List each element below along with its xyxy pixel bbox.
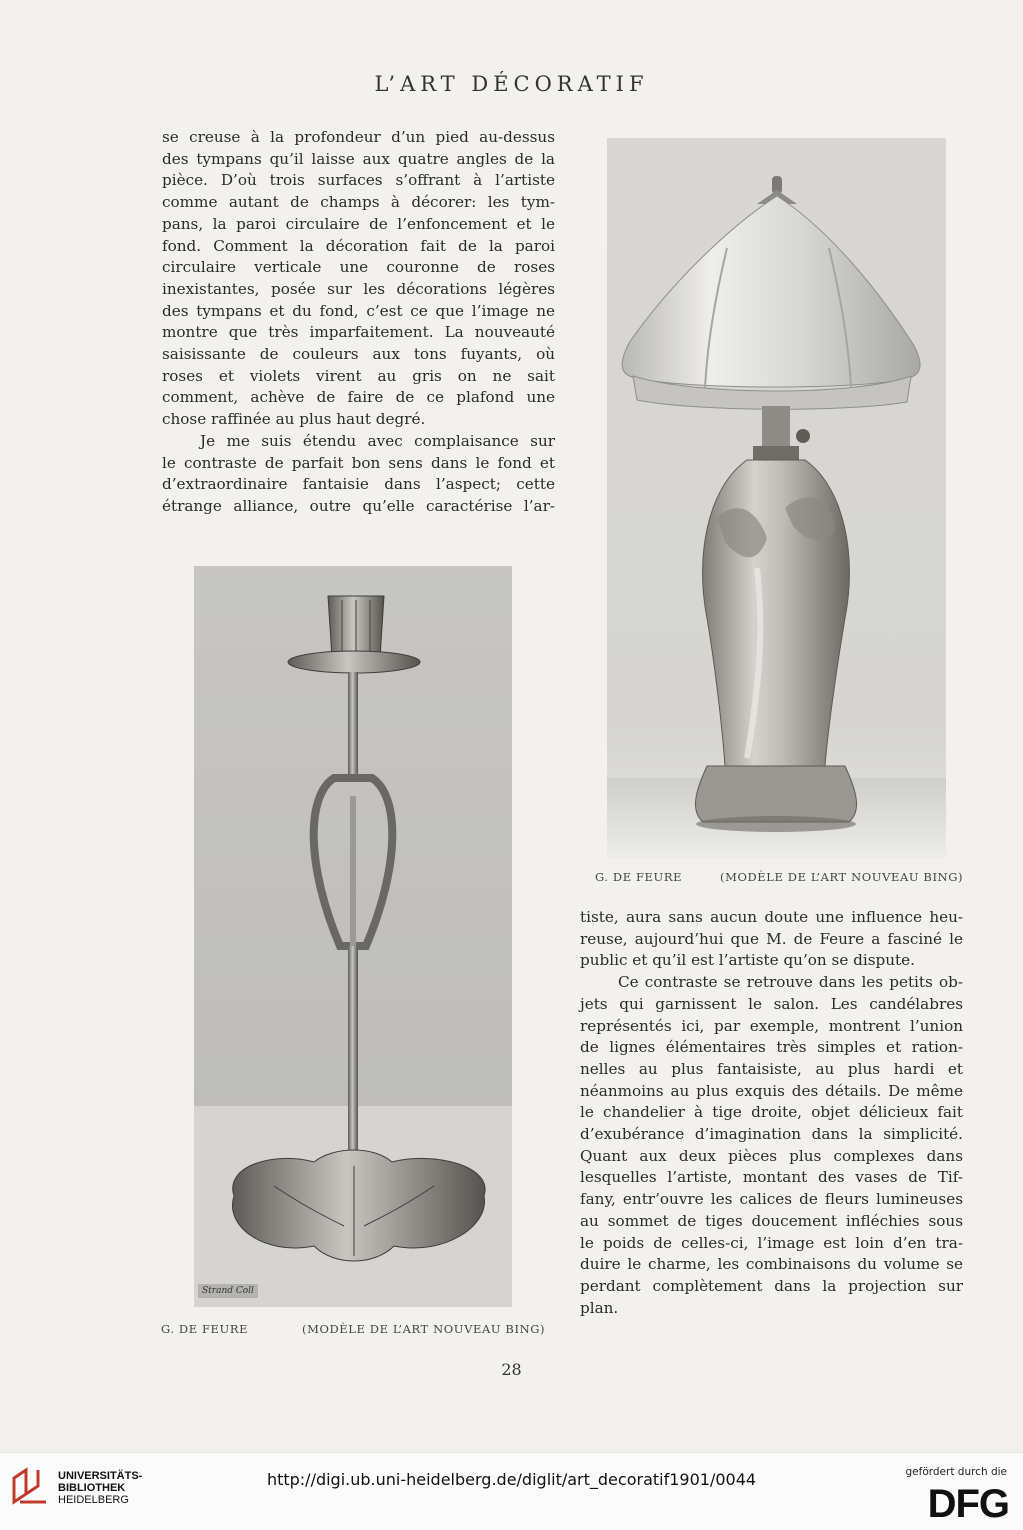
text-line: d’extraordinaire fantaisie dans l’aspect; cette — [162, 475, 555, 494]
text-line: nelles au plus fantaisiste, au plus hardi et — [580, 1059, 963, 1078]
lamp-caption-model: (MODÈLE DE L’ART NOUVEAU BING) — [720, 870, 964, 884]
paragraph-3 — [580, 907, 963, 972]
text-line: montre que très imparfaitement. La nouveauté — [162, 323, 555, 342]
text-line: lesquelles l’artiste, montant des vases de Tif- — [580, 1168, 963, 1187]
text-line: perdant complètement dans la projection sur — [580, 1276, 963, 1295]
lamp-caption-author: G. DE FEURE — [595, 870, 683, 884]
paragraph-4 — [580, 972, 963, 1319]
running-head: L’ART DÉCORATIF — [374, 72, 649, 96]
text-line: le chandelier à tige droite, objet délicieux fait — [580, 1103, 963, 1122]
text-line: Quant aux deux pièces plus complexes dans — [580, 1146, 963, 1165]
text-line: comment, achève de faire de ce plafond une — [162, 388, 555, 407]
text-line: circulaire verticale une couronne de roses — [162, 258, 555, 277]
text-line: de lignes élémentaires très simples et ration- — [580, 1038, 963, 1057]
text-line: inexistantes, posée sur les décorations légères — [162, 279, 555, 298]
funded-by-text: gefördert durch die — [905, 1466, 1007, 1478]
library-line: BIBLIOTHEK — [58, 1482, 126, 1494]
text-line: reuse, aujourd’hui que M. de Feure a fasciné le — [580, 929, 963, 948]
footer-bar — [0, 1452, 1023, 1530]
text-column-right — [580, 907, 963, 1319]
text-line: le poids de celles-ci, l’image est loin d’en tra- — [580, 1233, 963, 1252]
text-line: représentés ici, par exemple, montrent l’union — [580, 1016, 963, 1035]
text-line: saisissante de couleurs aux tons fuyants, où — [162, 345, 555, 364]
text-line: Je me suis étendu avec complaisance sur — [200, 431, 555, 450]
text-line: des tympans qu’il laisse aux quatre angles de la — [162, 149, 555, 168]
engraver-mark: Strand Coll — [202, 1286, 254, 1296]
candlestick-photograph — [194, 566, 512, 1307]
page-number: 28 — [501, 1360, 522, 1379]
text-line: fany, entr’ouvre les calices de fleurs lumineuses — [580, 1190, 963, 1209]
candle-caption-author: G. DE FEURE — [161, 1322, 249, 1336]
text-line: le contraste de parfait bon sens dans le fond et — [162, 453, 555, 472]
text-line: chose raffinée au plus haut degré. — [162, 410, 426, 429]
paragraph-1 — [162, 127, 555, 431]
text-line: au sommet de tiges doucement infléchies sous — [580, 1211, 963, 1230]
paragraph-2 — [162, 431, 555, 518]
text-line: comme autant de champs à décorer: les tym- — [162, 193, 555, 212]
text-line: jets qui garnissent le salon. Les candélabres — [580, 994, 963, 1013]
text-line: roses et violets virent au gris on ne sait — [162, 366, 555, 385]
library-line: HEIDELBERG — [58, 1494, 129, 1506]
lamp-illustration — [607, 138, 946, 859]
text-column-left — [162, 127, 555, 518]
text-line: se creuse à la profondeur d’un pied au-dessus — [162, 128, 555, 146]
text-line: Ce contraste se retrouve dans les petits ob- — [618, 973, 963, 992]
text-line: tiste, aura sans aucun doute une influence heu- — [580, 908, 963, 926]
text-line: public et qu’il est l’artiste qu’on se dispute. — [580, 951, 915, 970]
text-line: étrange alliance, outre qu’elle caractérise l’ar- — [162, 496, 555, 515]
text-line: néanmoins au plus exquis des détails. De même — [580, 1081, 963, 1100]
text-line: duire le charme, les combinaisons du volume se — [580, 1255, 963, 1274]
text-line: fond. Comment la décoration fait de la paroi — [162, 236, 555, 255]
candle-caption-model: (MODÈLE DE L’ART NOUVEAU BING) — [302, 1322, 546, 1336]
text-line: plan. — [580, 1298, 619, 1317]
dfg-logo[interactable]: DFG — [927, 1482, 1009, 1526]
footer-url-link[interactable]: http://digi.ub.uni-heidelberg.de/diglit/art_decoratif1901/0044 — [266, 1470, 757, 1489]
text-line: pans, la paroi circulaire de l’enfoncement et le — [162, 214, 555, 233]
lamp-photograph — [607, 138, 946, 859]
text-line: des tympans et du fond, c’est ce que l’image ne — [162, 301, 555, 320]
text-line: d’exubérance d’imagination dans la simplicité. — [580, 1125, 963, 1144]
text-line: pièce. D’où trois surfaces s’offrant à l’artiste — [162, 171, 555, 190]
candlestick-illustration — [194, 566, 512, 1307]
library-line: UNIVERSITÄTS- — [58, 1470, 143, 1482]
